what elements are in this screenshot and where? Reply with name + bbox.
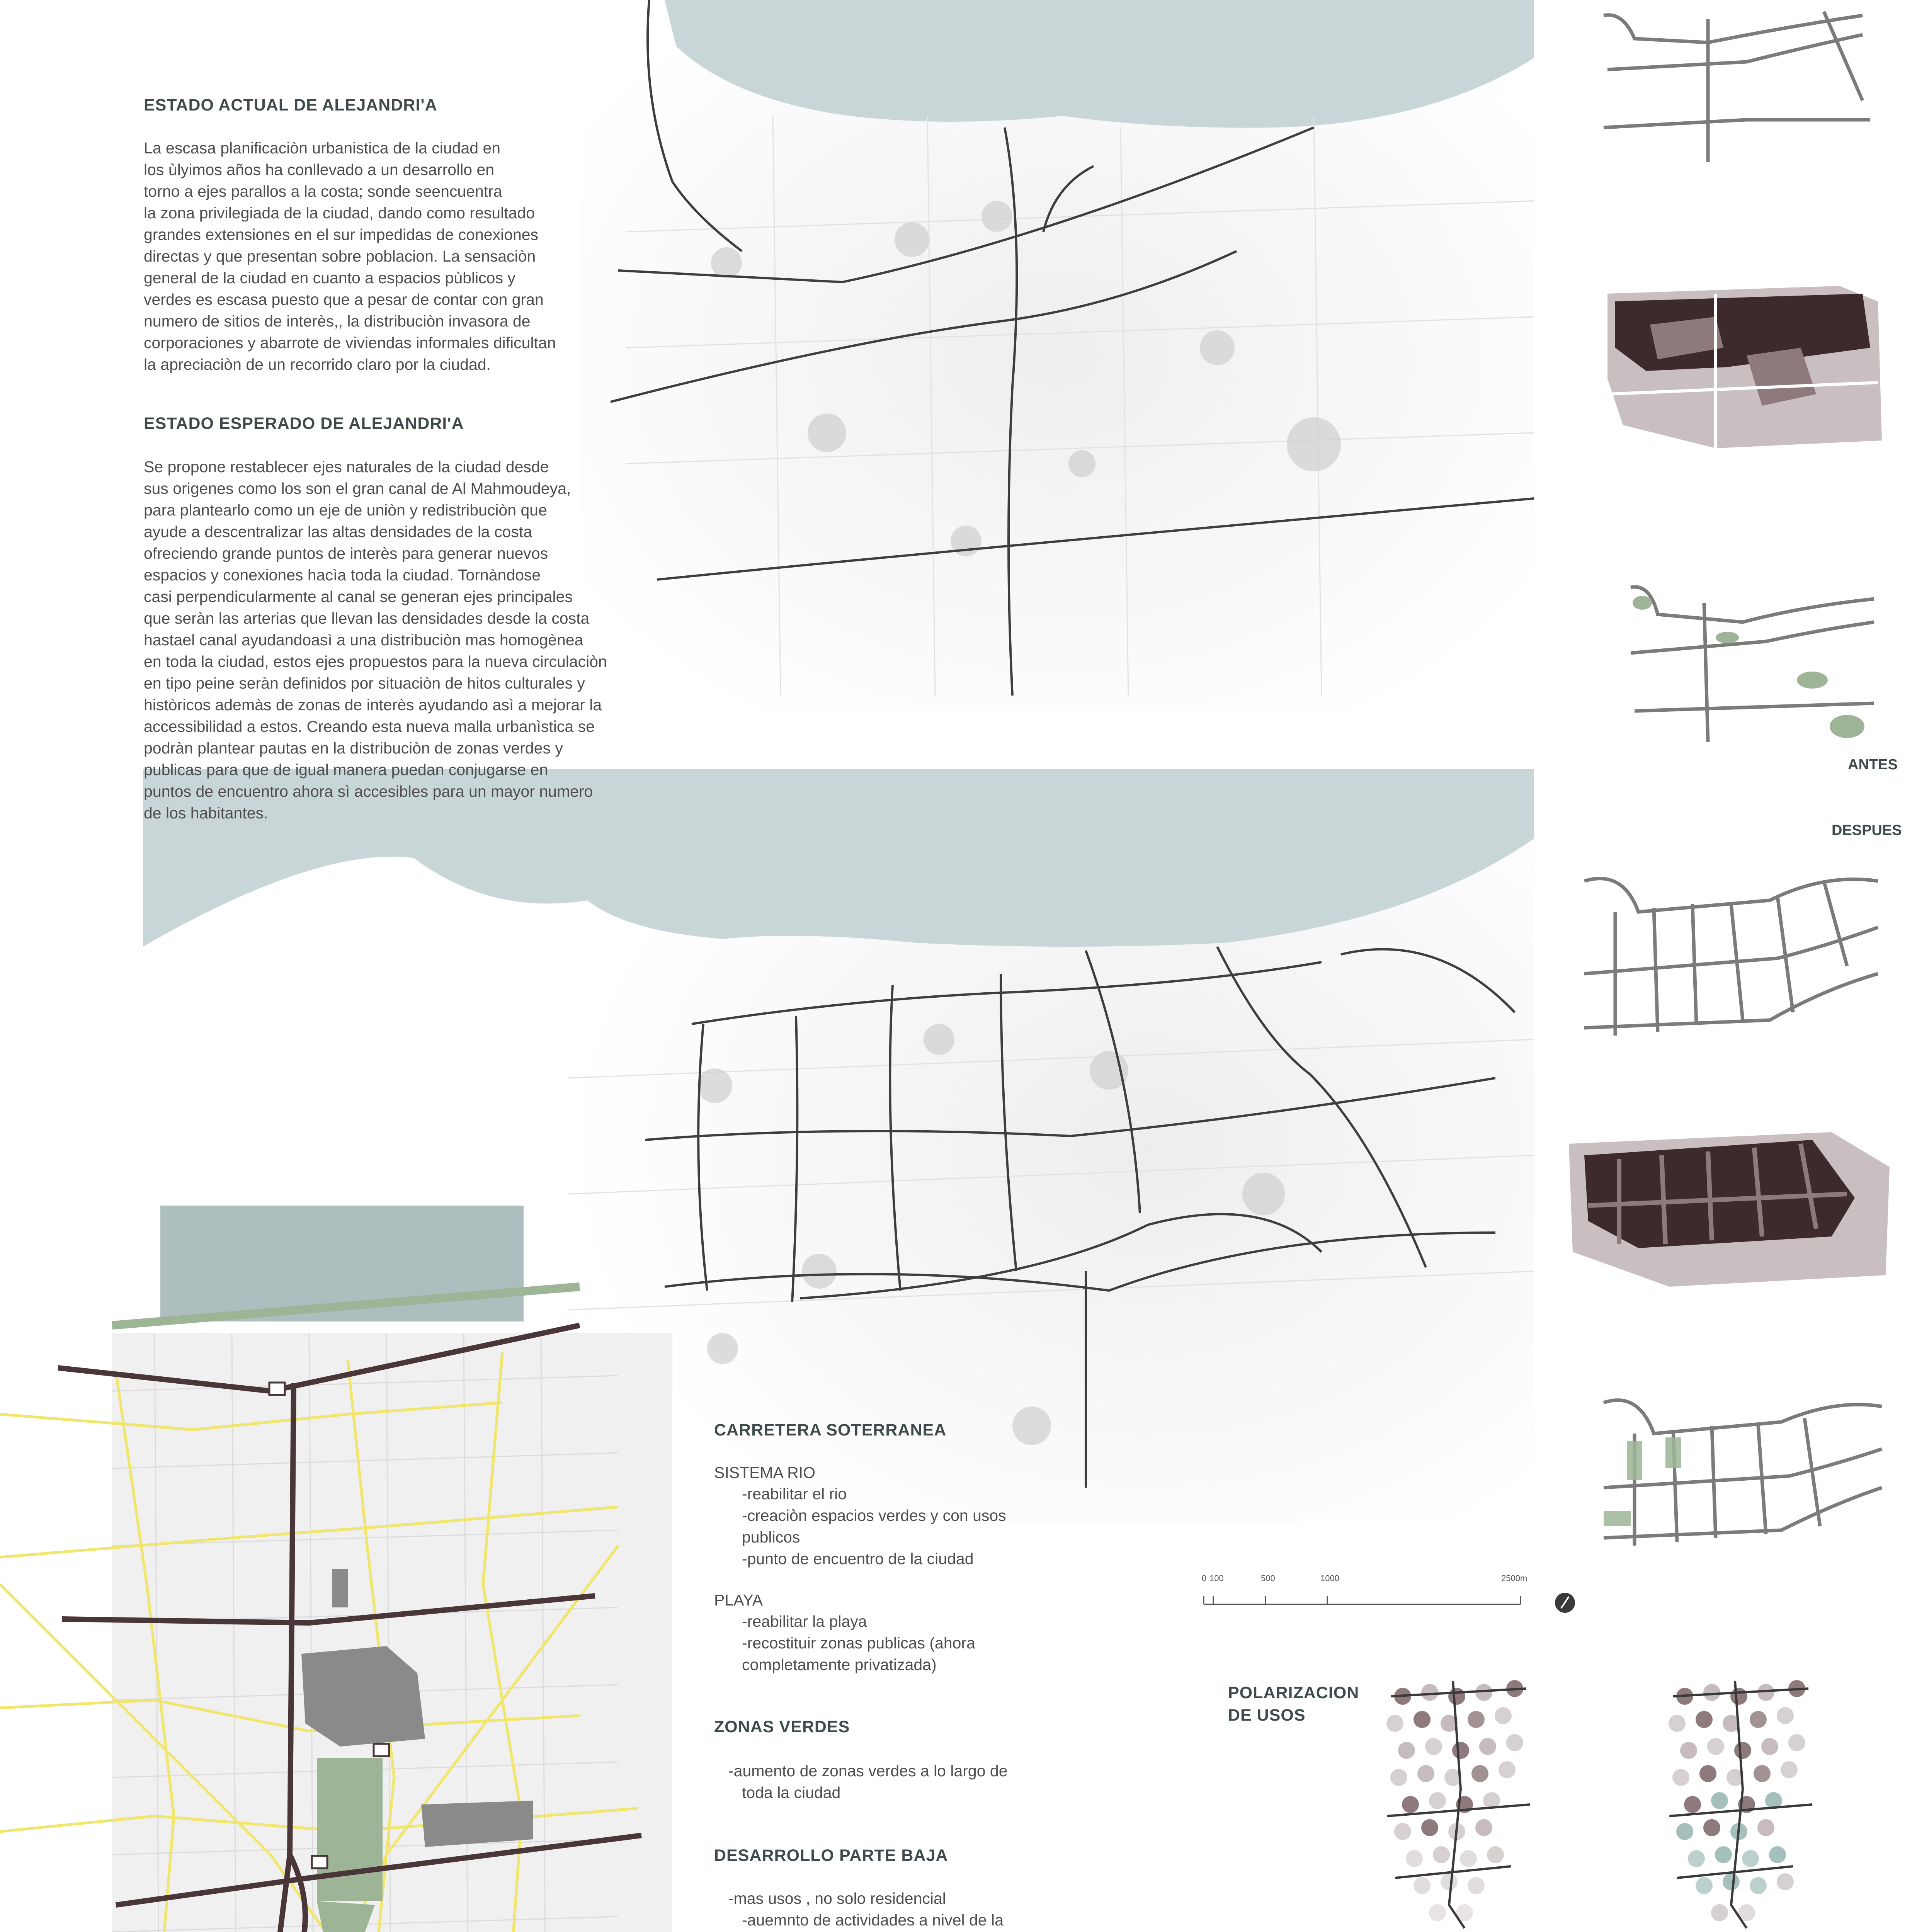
list-item: -aumento de zonas verdes a lo largo de	[728, 1762, 1008, 1780]
scale-tick: 100	[1209, 1573, 1224, 1583]
list-item: completamente privatizada)	[742, 1656, 937, 1673]
paragraph-line: para plantearlo como un eje de uniòn y redistribuciòn que	[144, 501, 547, 519]
paragraph-line: puntos de encuentro ahora sì accesibles para un mayor numero	[144, 782, 593, 800]
paragraph-line: de los habitantes.	[144, 804, 268, 822]
polarizacion-title-line: DE USOS	[1228, 1706, 1306, 1725]
paragraph-line: en toda la ciudad, estos ejes propuestos para la nueva circulaciòn	[144, 653, 607, 670]
strategy-desarrollo-items	[728, 1888, 1061, 1932]
paragraph-line: accessibilidad a estos. Creando esta nueva malla urbanìstica se	[144, 718, 595, 735]
list-item: -reabilitar la playa	[742, 1612, 867, 1630]
thumb-despues-network	[1577, 858, 1886, 1039]
polarizacion-title	[1228, 1682, 1359, 1726]
paragraph-line: los ùlyimos años ha conllevado a un desarrollo en	[144, 161, 495, 179]
polarizacion-title-line: POLARIZACION	[1228, 1684, 1359, 1702]
list-item: -auemnto de actividades a nivel de la	[742, 1911, 1004, 1929]
label-despues: DESPUES	[1832, 822, 1902, 838]
paragraph-line: que seràn las arterias que llevan las densidades desde la costa	[144, 609, 590, 627]
estado-esperado-paragraph	[144, 456, 654, 824]
strategy-zonas-verdes-title: ZONAS VERDES	[714, 1718, 850, 1736]
label-antes: ANTES	[1848, 757, 1898, 773]
thumb-antes-network	[1592, 4, 1882, 174]
scale-tick: 0	[1202, 1573, 1207, 1583]
list-item: toda la ciudad	[742, 1784, 841, 1801]
strategy-rio-items	[742, 1483, 1059, 1570]
strategy-carretera-title: CARRETERA SOTERRANEA	[714, 1421, 947, 1439]
strategy-playa-items	[742, 1611, 1059, 1675]
thumb-antes-density	[1600, 278, 1886, 456]
map-estado-actual	[580, 0, 1534, 711]
thumb-despues-density	[1561, 1121, 1893, 1291]
scale-tick: 500	[1261, 1573, 1275, 1583]
paragraph-line: corporaciones y abarrote de viviendas informales dificultan	[144, 334, 556, 352]
estado-esperado-title: ESTADO ESPERADO DE ALEJANDRI'A	[144, 414, 464, 433]
list-item: publicos	[742, 1528, 800, 1546]
paragraph-line: podràn plantear pautas en la distribuciòn de zonas verdes y	[144, 739, 563, 757]
paragraph-line: Se propone restablecer ejes naturales de la ciudad desde	[144, 458, 549, 476]
paragraph-line: La escasa planificaciòn urbanistica de la ciudad en	[144, 139, 501, 157]
paragraph-line: sus origenes como los son el gran canal de Al Mahmoudeya,	[144, 480, 571, 497]
estado-actual-paragraph	[144, 137, 627, 375]
list-item: -punto de encuentro de la ciudad	[742, 1550, 974, 1568]
paragraph-line: grandes extensiones en el sur impedidas de conexiones	[144, 226, 539, 243]
list-item: -recostituir zonas publicas (ahora	[742, 1634, 975, 1652]
polarizacion-diagram-before	[1379, 1673, 1542, 1932]
paragraph-line: la apreciaciòn de un recorrido claro por la ciudad.	[144, 355, 491, 373]
scale-tick: 2500m	[1501, 1573, 1527, 1583]
list-item: -reabilitar el rio	[742, 1485, 847, 1503]
list-item: -mas usos , no solo residencial	[728, 1889, 946, 1907]
paragraph-line: directas y que presentan sobre poblacion. La sensaciòn	[144, 247, 536, 265]
estado-actual-title: ESTADO ACTUAL DE ALEJANDRI'A	[144, 96, 437, 114]
list-item: -creaciòn espacios verdes y con usos	[742, 1507, 1006, 1524]
paragraph-line: numero de sitios de interès,, la distribuciòn invasora de	[144, 312, 531, 330]
strategy-rio-title: SISTEMA RIO	[714, 1464, 815, 1481]
paragraph-line: històricos ademàs de zonas de interès ayudando asì a mejorar la	[144, 696, 602, 714]
paragraph-line: general de la ciudad en cuanto a espacios pùblicos y	[144, 269, 515, 287]
paragraph-line: ofreciendo grande puntos de interès para generar nuevos	[144, 544, 548, 562]
scale-bar	[1200, 1573, 1582, 1615]
map-general-ejes	[0, 1198, 672, 1932]
thumb-despues-green	[1596, 1383, 1886, 1546]
paragraph-line: hastael canal ayudandoasì a una distribuciòn mas homogènea	[144, 631, 583, 649]
thumb-antes-green	[1627, 580, 1882, 753]
scale-tick: 1000	[1320, 1573, 1339, 1583]
paragraph-line: torno a ejes parallos a la costa; sonde seencuentra	[144, 182, 502, 200]
paragraph-line: casi perpendicularmente al canal se generan ejes principales	[144, 588, 573, 605]
paragraph-line: publicas para que de igual manera puedan conjugarse en	[144, 761, 548, 779]
strategy-zonas-verdes-items	[728, 1760, 1061, 1803]
paragraph-line: verdes es escasa puesto que a pesar de contar con gran	[144, 291, 544, 308]
paragraph-line: la zona privilegiada de la ciudad, dando como resultado	[144, 204, 535, 222]
paragraph-line: en tipo peine seràn definidos por situaciòn de hitos culturales y	[144, 674, 585, 692]
strategy-playa-title: PLAYA	[714, 1591, 763, 1609]
paragraph-line: ayude a descentralizar las altas densidades de la costa	[144, 523, 532, 541]
strategy-desarrollo-title: DESARROLLO PARTE BAJA	[714, 1846, 948, 1865]
paragraph-line: espacios y conexiones hacìa toda la ciudad. Tornàndose	[144, 566, 541, 584]
polarizacion-diagram-after	[1662, 1673, 1824, 1932]
